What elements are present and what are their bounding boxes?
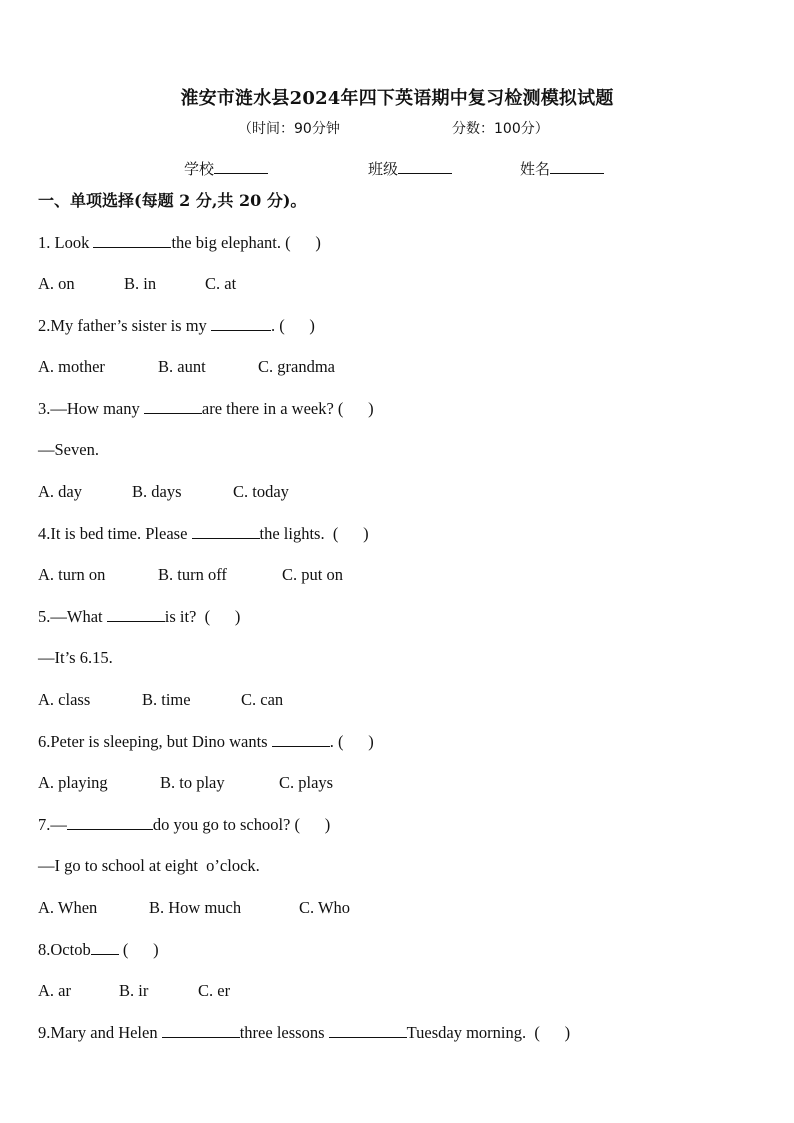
question-3-text-b: are there in a week? ( ) [201, 399, 374, 418]
question-6 [38, 731, 374, 752]
option-a[interactable]: A. turn on [38, 565, 106, 584]
question-6-text-b: . ( ) [329, 732, 374, 751]
option-c[interactable]: C. today [233, 482, 289, 501]
question-3-text-a: 3.—How many [38, 399, 144, 418]
question-9-text-a: 9.Mary and Helen [38, 1023, 162, 1042]
option-b[interactable]: B. How much [149, 898, 242, 917]
section-title: 一、单项选择(每题 2 分,共 20 分)。 [38, 191, 307, 210]
option-b[interactable]: B. to play [160, 773, 225, 792]
question-7-answer: —I go to school at eight o’clock. [38, 856, 260, 875]
option-c[interactable]: C. put on [282, 565, 343, 584]
exam-score: 分数：100分） [452, 121, 549, 137]
question-7-text-a: 7.— [38, 815, 67, 834]
answer-blank[interactable] [211, 315, 271, 331]
question-7 [38, 814, 330, 835]
option-a[interactable]: A. on [38, 274, 75, 293]
question-8 [38, 939, 159, 960]
question-2-text-b: . ( ) [270, 316, 315, 335]
question-4 [38, 523, 369, 544]
question-1-text-a: 1. Look [38, 233, 94, 252]
class-blank[interactable] [398, 159, 452, 174]
option-a[interactable]: A. When [38, 898, 98, 917]
question-8-text-a: 8.Octob [38, 940, 91, 959]
question-4-text-a: 4.It is bed time. Please [38, 524, 192, 543]
question-3 [38, 398, 374, 419]
exam-title: 淮安市涟水县2024年四下英语期中复习检测模拟试题 [180, 88, 614, 109]
question-2-text-a: 2.My father’s sister is my [38, 316, 211, 335]
answer-blank[interactable] [329, 1022, 407, 1038]
answer-blank[interactable] [93, 232, 171, 248]
option-b[interactable]: B. ir [119, 981, 149, 1000]
question-9-text-b: three lessons [239, 1023, 329, 1042]
question-7-text-b: do you go to school? ( ) [152, 815, 331, 834]
option-b[interactable]: B. days [132, 482, 182, 501]
name-field [520, 158, 604, 179]
option-c[interactable]: C. grandma [258, 357, 335, 376]
question-8-text-b: ( ) [118, 940, 159, 959]
answer-blank[interactable] [107, 606, 165, 622]
answer-blank[interactable] [67, 814, 153, 830]
option-a[interactable]: A. ar [38, 981, 71, 1000]
option-c[interactable]: C. plays [279, 773, 334, 792]
option-a[interactable]: A. playing [38, 773, 108, 792]
option-a[interactable]: A. class [38, 690, 91, 709]
option-b[interactable]: B. aunt [158, 357, 206, 376]
question-6-text-a: 6.Peter is sleeping, but Dino wants [38, 732, 272, 751]
question-1 [38, 232, 321, 253]
option-b[interactable]: B. time [142, 690, 191, 709]
option-c[interactable]: C. can [241, 690, 284, 709]
question-5-text-a: 5.—What [38, 607, 107, 626]
answer-blank[interactable] [272, 731, 330, 747]
class-label: 班级 [368, 160, 399, 178]
school-blank[interactable] [214, 159, 268, 174]
option-a[interactable]: A. mother [38, 357, 105, 376]
class-field [368, 158, 452, 179]
option-a[interactable]: A. day [38, 482, 82, 501]
answer-blank[interactable] [144, 398, 202, 414]
question-5-text-b: is it? ( ) [164, 607, 241, 626]
answer-blank[interactable] [162, 1022, 240, 1038]
school-label: 学校 [184, 160, 215, 178]
question-9-text-c: Tuesday morning. ( ) [406, 1023, 571, 1042]
name-label: 姓名 [520, 160, 551, 178]
option-b[interactable]: B. turn off [158, 565, 227, 584]
question-5 [38, 606, 240, 627]
question-9 [38, 1022, 570, 1043]
question-3-answer: —Seven. [38, 440, 99, 459]
question-5-answer: —It’s 6.15. [38, 648, 113, 667]
option-b[interactable]: B. in [124, 274, 157, 293]
option-c[interactable]: C. Who [299, 898, 351, 917]
name-blank[interactable] [550, 159, 604, 174]
question-1-text-b: the big elephant. ( ) [171, 233, 321, 252]
school-field [184, 158, 268, 179]
question-4-text-b: the lights. ( ) [259, 524, 369, 543]
exam-time: （时间：90分钟 [238, 121, 340, 137]
answer-blank[interactable] [192, 523, 260, 539]
answer-blank[interactable] [91, 939, 119, 955]
question-2 [38, 315, 315, 336]
option-c[interactable]: C. er [198, 981, 231, 1000]
option-c[interactable]: C. at [205, 274, 237, 293]
